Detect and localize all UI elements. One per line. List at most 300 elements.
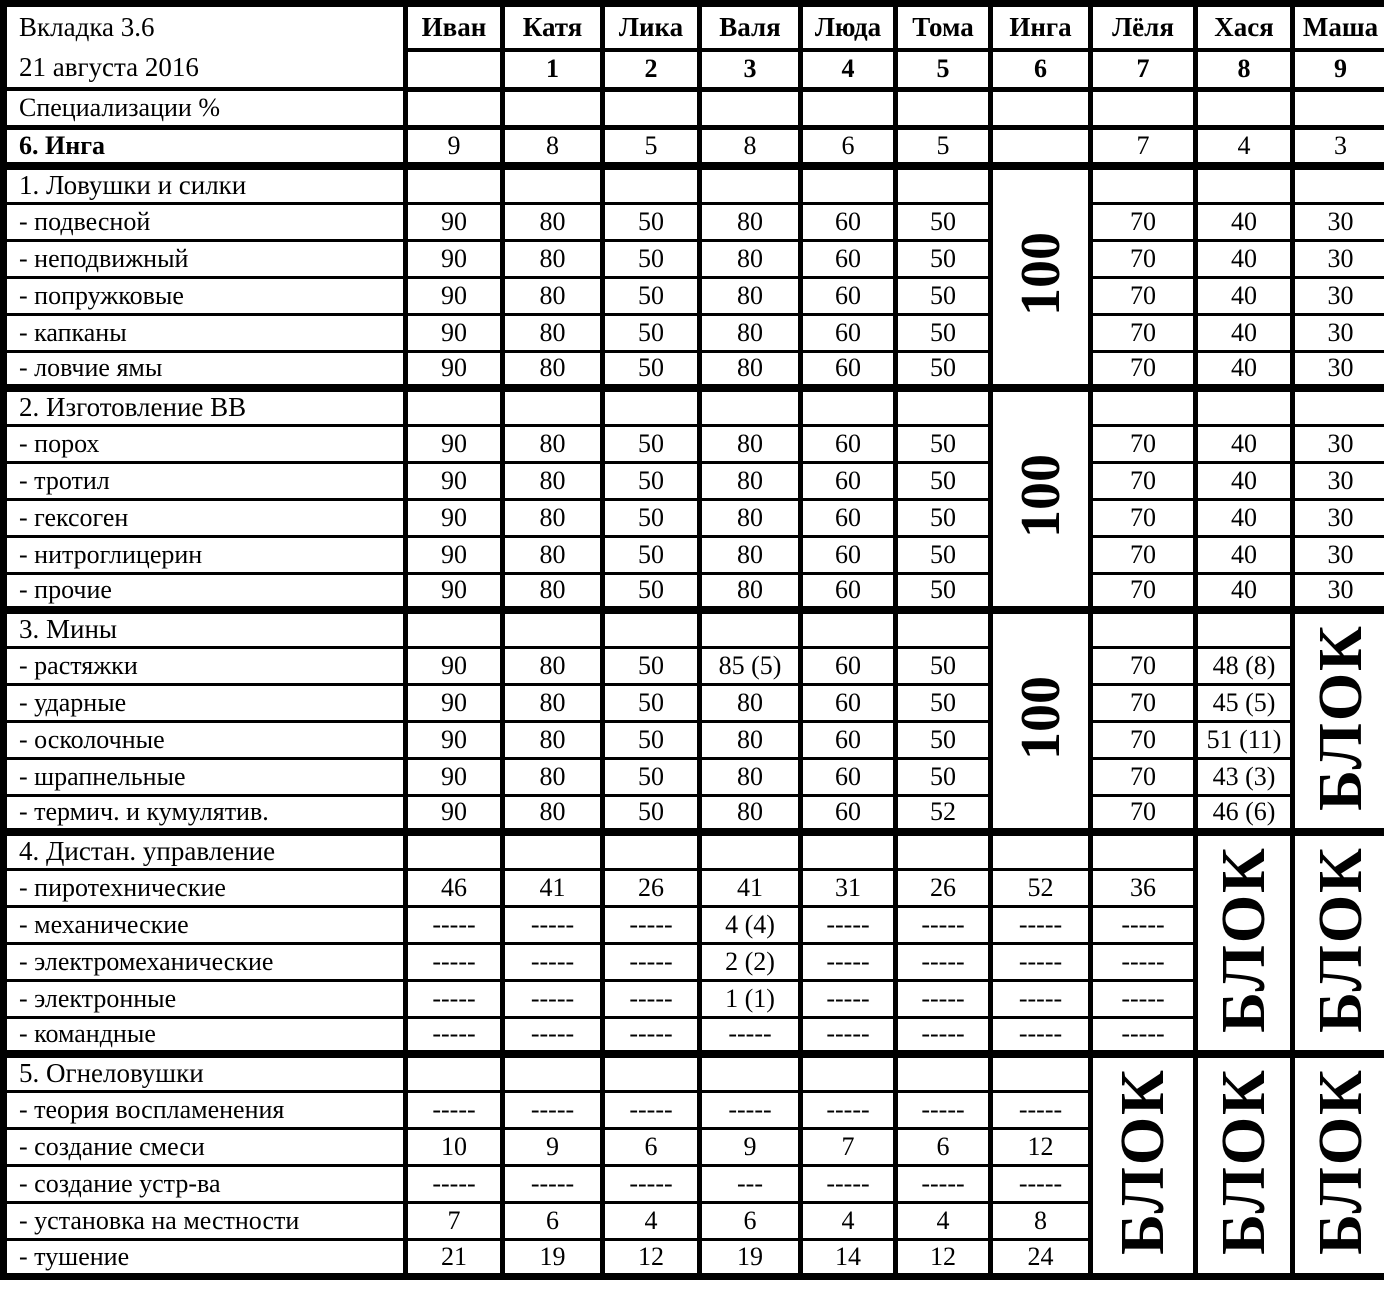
value-cell: 50: [603, 277, 700, 314]
subject-row-label: 6. Инга: [4, 127, 406, 166]
value-cell: -----: [603, 980, 700, 1017]
value-cell: -----: [991, 1091, 1091, 1128]
value-cell: -----: [801, 980, 896, 1017]
row-label: - порох: [4, 425, 406, 462]
person-number: 9: [1293, 50, 1384, 89]
value-cell: 80: [700, 425, 801, 462]
value-cell: 70: [1091, 795, 1196, 832]
value-cell: -----: [503, 1165, 603, 1202]
value-cell: 8: [503, 127, 603, 166]
value-cell: 50: [603, 721, 700, 758]
value-cell: 8: [991, 1202, 1091, 1239]
empty-cell: [700, 166, 801, 203]
value-cell: 90: [406, 684, 503, 721]
value-cell: -----: [896, 980, 991, 1017]
empty-cell: [1091, 832, 1196, 869]
row-label: - неподвижный: [4, 240, 406, 277]
empty-cell: [406, 832, 503, 869]
value-cell: 30: [1293, 277, 1384, 314]
person-name: Люда: [801, 4, 896, 50]
empty-cell: [1196, 166, 1293, 203]
value-cell: -----: [603, 1017, 700, 1054]
person-name: Тома: [896, 4, 991, 50]
row-label: - электромеханические: [4, 943, 406, 980]
empty-cell: [801, 166, 896, 203]
empty-cell: [700, 1054, 801, 1091]
person-number: 1: [503, 50, 603, 89]
value-cell: 3: [1293, 127, 1384, 166]
empty-cell: [991, 89, 1091, 127]
person-name: Лика: [603, 4, 700, 50]
value-cell: ---: [700, 1165, 801, 1202]
value-cell: 60: [801, 351, 896, 388]
value-cell: 60: [801, 462, 896, 499]
value-cell: 70: [1091, 351, 1196, 388]
person-number: 2: [603, 50, 700, 89]
value-cell: 50: [603, 536, 700, 573]
value-cell: -----: [1091, 943, 1196, 980]
person-number: 6: [991, 50, 1091, 89]
value-cell: 70: [1091, 758, 1196, 795]
value-cell: 70: [1091, 573, 1196, 610]
value-cell: -----: [896, 943, 991, 980]
value-cell: 45 (5): [1196, 684, 1293, 721]
value-cell: 40: [1196, 203, 1293, 240]
value-cell: 50: [896, 684, 991, 721]
empty-cell: [801, 89, 896, 127]
value-cell: 50: [896, 721, 991, 758]
value-cell: 80: [700, 203, 801, 240]
value-cell: -----: [896, 1017, 991, 1054]
value-cell: -----: [991, 906, 1091, 943]
value-cell: 80: [700, 240, 801, 277]
empty-cell: [1196, 89, 1293, 127]
value-cell: 60: [801, 277, 896, 314]
value-cell: 6: [896, 1128, 991, 1165]
value-cell: 60: [801, 795, 896, 832]
value-cell: 14: [801, 1239, 896, 1276]
value-cell: 50: [896, 536, 991, 573]
value-cell: -----: [1091, 980, 1196, 1017]
value-cell: 70: [1091, 240, 1196, 277]
row-label: - пиротехнические: [4, 869, 406, 906]
value-cell: -----: [801, 1017, 896, 1054]
merged-vertical-cell: [991, 388, 1091, 610]
row-label: - тротил: [4, 462, 406, 499]
value-cell: 70: [1091, 499, 1196, 536]
empty-cell: [603, 610, 700, 647]
value-cell: 70: [1091, 277, 1196, 314]
value-cell: 90: [406, 647, 503, 684]
empty-cell: [406, 610, 503, 647]
merged-vertical-cell: [991, 610, 1091, 832]
value-cell: 60: [801, 647, 896, 684]
value-cell: 50: [896, 758, 991, 795]
value-cell: 50: [603, 462, 700, 499]
value-cell: 60: [801, 684, 896, 721]
person-number: 8: [1196, 50, 1293, 89]
row-label: - механические: [4, 906, 406, 943]
value-cell: 70: [1091, 647, 1196, 684]
value-cell: 50: [896, 351, 991, 388]
person-number: 5: [896, 50, 991, 89]
value-cell: 60: [801, 758, 896, 795]
value-cell: 80: [503, 795, 603, 832]
value-cell: 80: [503, 425, 603, 462]
value-cell: 70: [1091, 425, 1196, 462]
empty-cell: [896, 166, 991, 203]
row-label: - гексоген: [4, 499, 406, 536]
empty-cell: [801, 832, 896, 869]
value-cell: 90: [406, 240, 503, 277]
value-cell: 60: [801, 721, 896, 758]
value-cell: 50: [603, 499, 700, 536]
row-label: - установка на местности: [4, 1202, 406, 1239]
value-cell: 90: [406, 425, 503, 462]
value-cell: 80: [700, 795, 801, 832]
value-cell: 80: [700, 758, 801, 795]
value-cell: 9: [700, 1128, 801, 1165]
value-cell: -----: [991, 1017, 1091, 1054]
value-cell: 6: [603, 1128, 700, 1165]
sheet-title: Вкладка 3.6: [19, 12, 155, 42]
person-name: Иван: [406, 4, 503, 50]
person-number: 7: [1091, 50, 1196, 89]
empty-cell: [503, 1054, 603, 1091]
value-cell: 80: [503, 573, 603, 610]
row-label: - осколочные: [4, 721, 406, 758]
value-cell: 9: [406, 127, 503, 166]
value-cell: 70: [1091, 536, 1196, 573]
empty-cell: [406, 89, 503, 127]
value-cell: 50: [896, 425, 991, 462]
value-cell: 40: [1196, 425, 1293, 462]
person-number: [406, 50, 503, 89]
value-cell: -----: [406, 906, 503, 943]
row-label: - создание смеси: [4, 1128, 406, 1165]
value-cell: 80: [700, 314, 801, 351]
empty-cell: [1091, 610, 1196, 647]
value-cell: 30: [1293, 462, 1384, 499]
empty-cell: [503, 832, 603, 869]
value-cell: 50: [896, 314, 991, 351]
row-label: - создание устр-ва: [4, 1165, 406, 1202]
value-cell: 80: [700, 573, 801, 610]
person-name: Маша: [1293, 4, 1384, 50]
empty-cell: [1091, 166, 1196, 203]
empty-cell: [1196, 388, 1293, 425]
value-cell: -----: [503, 980, 603, 1017]
value-cell: 24: [991, 1239, 1091, 1276]
sheet-date: 21 августа 2016: [19, 52, 199, 82]
value-cell: 5: [603, 127, 700, 166]
empty-cell: [603, 166, 700, 203]
value-cell: -----: [991, 1165, 1091, 1202]
value-cell: -----: [801, 1091, 896, 1128]
value-cell: -----: [503, 1091, 603, 1128]
value-cell: 90: [406, 758, 503, 795]
value-cell: 60: [801, 499, 896, 536]
blok-vertical-text: БЛОК: [1210, 846, 1278, 1033]
person-name: Инга: [991, 4, 1091, 50]
value-cell: 80: [700, 536, 801, 573]
row-label: - электронные: [4, 980, 406, 1017]
value-cell: 80: [503, 462, 603, 499]
value-cell: 90: [406, 721, 503, 758]
empty-cell: [1091, 89, 1196, 127]
value-cell: 12: [603, 1239, 700, 1276]
value-cell: 50: [603, 684, 700, 721]
row-label: - термич. и кумулятив.: [4, 795, 406, 832]
section-header: 2. Изготовление ВВ: [4, 388, 406, 425]
value-cell: 40: [1196, 314, 1293, 351]
value-cell: 1 (1): [700, 980, 801, 1017]
value-cell: 9: [503, 1128, 603, 1165]
value-cell: 90: [406, 536, 503, 573]
person-name: Хася: [1196, 4, 1293, 50]
row-label: - командные: [4, 1017, 406, 1054]
full-100-vertical-text: 100: [1009, 453, 1072, 538]
value-cell: 80: [700, 277, 801, 314]
empty-cell: [503, 89, 603, 127]
value-cell: 80: [700, 684, 801, 721]
value-cell: 80: [503, 277, 603, 314]
row-label: - ловчие ямы: [4, 351, 406, 388]
value-cell: 50: [896, 573, 991, 610]
value-cell: 60: [801, 573, 896, 610]
value-cell: -----: [503, 906, 603, 943]
value-cell: 60: [801, 240, 896, 277]
value-cell: -----: [700, 1091, 801, 1128]
value-cell: -----: [896, 906, 991, 943]
value-cell: 50: [896, 499, 991, 536]
value-cell: 4: [603, 1202, 700, 1239]
person-number: 4: [801, 50, 896, 89]
value-cell: 4 (4): [700, 906, 801, 943]
row-label: - тушение: [4, 1239, 406, 1276]
empty-cell: [503, 166, 603, 203]
value-cell: -----: [896, 1091, 991, 1128]
value-cell: 80: [503, 499, 603, 536]
empty-cell: [603, 832, 700, 869]
person-name: Валя: [700, 4, 801, 50]
value-cell: 7: [406, 1202, 503, 1239]
value-cell: 12: [896, 1239, 991, 1276]
value-cell: 90: [406, 499, 503, 536]
empty-cell: [406, 1054, 503, 1091]
value-cell: 21: [406, 1239, 503, 1276]
empty-cell: [700, 388, 801, 425]
value-cell: 80: [503, 203, 603, 240]
value-cell: 90: [406, 351, 503, 388]
value-cell: 10: [406, 1128, 503, 1165]
value-cell: 60: [801, 314, 896, 351]
merged-vertical-cell: [991, 166, 1091, 388]
value-cell: 60: [801, 203, 896, 240]
empty-cell: [896, 388, 991, 425]
value-cell: 12: [991, 1128, 1091, 1165]
empty-cell: [406, 388, 503, 425]
value-cell: -----: [603, 1091, 700, 1128]
value-cell: 90: [406, 277, 503, 314]
value-cell: 50: [896, 203, 991, 240]
value-cell: -----: [603, 943, 700, 980]
value-cell: -----: [503, 943, 603, 980]
empty-cell: [603, 388, 700, 425]
value-cell: 30: [1293, 536, 1384, 573]
value-cell: 50: [603, 758, 700, 795]
value-cell: -----: [603, 1165, 700, 1202]
value-cell: 90: [406, 203, 503, 240]
value-cell: 40: [1196, 277, 1293, 314]
value-cell: -----: [406, 1091, 503, 1128]
value-cell: 50: [896, 240, 991, 277]
blok-vertical-text: БЛОК: [1210, 1068, 1278, 1256]
value-cell: 30: [1293, 499, 1384, 536]
empty-cell: [406, 166, 503, 203]
merged-vertical-cell: [1091, 1054, 1196, 1276]
value-cell: 46 (6): [1196, 795, 1293, 832]
value-cell: 80: [503, 314, 603, 351]
section-header: 5. Огнеловушки: [4, 1054, 406, 1091]
value-cell: 60: [801, 425, 896, 462]
value-cell: 80: [503, 758, 603, 795]
full-100-vertical-text: 100: [1009, 675, 1072, 760]
value-cell: -----: [991, 943, 1091, 980]
value-cell: 70: [1091, 684, 1196, 721]
section-header: 4. Дистан. управление: [4, 832, 406, 869]
empty-cell: [1293, 388, 1384, 425]
empty-cell: [991, 1054, 1091, 1091]
value-cell: 50: [603, 314, 700, 351]
value-cell: -----: [801, 906, 896, 943]
row-label: - теория воспламенения: [4, 1091, 406, 1128]
spec-row-label: Специализации %: [4, 89, 406, 127]
empty-cell: [991, 832, 1091, 869]
empty-cell: [1293, 89, 1384, 127]
merged-vertical-cell: [1293, 832, 1384, 1054]
person-name: Лёля: [1091, 4, 1196, 50]
empty-cell: [1196, 610, 1293, 647]
value-cell: 80: [503, 351, 603, 388]
value-cell: 41: [503, 869, 603, 906]
section-header: 3. Мины: [4, 610, 406, 647]
value-cell: 52: [896, 795, 991, 832]
value-cell: 80: [503, 721, 603, 758]
merged-vertical-cell: [1196, 832, 1293, 1054]
blok-vertical-text: БЛОК: [1306, 624, 1375, 811]
value-cell: -----: [991, 980, 1091, 1017]
value-cell: 70: [1091, 314, 1196, 351]
empty-cell: [801, 388, 896, 425]
value-cell: 70: [1091, 462, 1196, 499]
empty-cell: [503, 388, 603, 425]
value-cell: 31: [801, 869, 896, 906]
value-cell: 4: [896, 1202, 991, 1239]
value-cell: 40: [1196, 240, 1293, 277]
value-cell: [991, 127, 1091, 166]
value-cell: 40: [1196, 499, 1293, 536]
row-label: - шрапнельные: [4, 758, 406, 795]
empty-cell: [700, 610, 801, 647]
value-cell: -----: [406, 943, 503, 980]
value-cell: 80: [503, 647, 603, 684]
value-cell: 50: [896, 277, 991, 314]
empty-cell: [896, 89, 991, 127]
value-cell: 80: [503, 684, 603, 721]
value-cell: 26: [603, 869, 700, 906]
value-cell: 50: [896, 462, 991, 499]
value-cell: 30: [1293, 240, 1384, 277]
value-cell: 80: [503, 536, 603, 573]
value-cell: 50: [603, 647, 700, 684]
value-cell: -----: [700, 1017, 801, 1054]
value-cell: 30: [1293, 203, 1384, 240]
empty-cell: [896, 610, 991, 647]
value-cell: 4: [801, 1202, 896, 1239]
value-cell: 41: [700, 869, 801, 906]
value-cell: 26: [896, 869, 991, 906]
value-cell: 7: [801, 1128, 896, 1165]
full-100-vertical-text: 100: [1009, 231, 1072, 316]
blok-vertical-text: БЛОК: [1306, 1068, 1375, 1256]
empty-cell: [1091, 388, 1196, 425]
value-cell: 40: [1196, 351, 1293, 388]
value-cell: 7: [1091, 127, 1196, 166]
value-cell: 52: [991, 869, 1091, 906]
value-cell: 6: [801, 127, 896, 166]
empty-cell: [896, 832, 991, 869]
value-cell: 19: [503, 1239, 603, 1276]
value-cell: 48 (8): [1196, 647, 1293, 684]
value-cell: 8: [700, 127, 801, 166]
value-cell: -----: [1091, 1017, 1196, 1054]
value-cell: 50: [603, 573, 700, 610]
row-label: - растяжки: [4, 647, 406, 684]
row-label: - подвесной: [4, 203, 406, 240]
value-cell: 30: [1293, 351, 1384, 388]
value-cell: 50: [896, 647, 991, 684]
value-cell: 4: [1196, 127, 1293, 166]
value-cell: -----: [503, 1017, 603, 1054]
empty-cell: [503, 610, 603, 647]
value-cell: 85 (5): [700, 647, 801, 684]
value-cell: 80: [503, 240, 603, 277]
row-label: - попружковые: [4, 277, 406, 314]
empty-cell: [700, 832, 801, 869]
value-cell: 90: [406, 795, 503, 832]
value-cell: 80: [700, 462, 801, 499]
value-cell: 50: [603, 795, 700, 832]
value-cell: 60: [801, 536, 896, 573]
empty-cell: [801, 610, 896, 647]
value-cell: -----: [406, 980, 503, 1017]
value-cell: 40: [1196, 536, 1293, 573]
value-cell: -----: [406, 1165, 503, 1202]
value-cell: -----: [801, 943, 896, 980]
value-cell: 2 (2): [700, 943, 801, 980]
blok-vertical-text: БЛОК: [1109, 1068, 1177, 1256]
value-cell: 30: [1293, 314, 1384, 351]
value-cell: -----: [406, 1017, 503, 1054]
merged-vertical-cell: [1196, 1054, 1293, 1276]
row-label: - прочие: [4, 573, 406, 610]
value-cell: 30: [1293, 573, 1384, 610]
value-cell: 50: [603, 351, 700, 388]
value-cell: -----: [896, 1165, 991, 1202]
value-cell: 40: [1196, 573, 1293, 610]
blok-vertical-text: БЛОК: [1306, 846, 1375, 1033]
